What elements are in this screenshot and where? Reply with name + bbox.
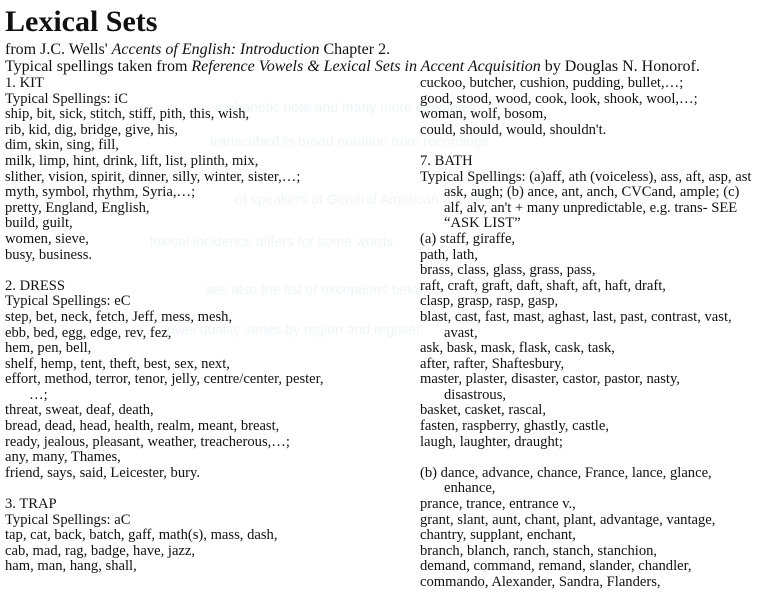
text-line: bread, dead, head, health, realm, meant, breast, — [5, 418, 280, 435]
text-line: woman, wolf, bosom, — [420, 106, 547, 123]
spacer — [5, 263, 405, 279]
text-line: myth, symbol, rhythm, Syria,…; — [5, 184, 196, 201]
text-line: basket, casket, rascal, — [420, 402, 547, 419]
text-line: brass, class, glass, grass, pass, — [420, 262, 596, 279]
text-line: rib, kid, dig, bridge, give, his, — [5, 121, 179, 138]
text-line: tap, cat, back, batch, gaff, math(s), mass, dash, — [5, 527, 278, 544]
text-line: pretty, England, English, — [5, 199, 150, 216]
text-line: demand, command, remand, slander, chandler, — [420, 558, 692, 575]
text-line: slither, vision, spirit, dinner, silly, winter, sister,…; — [5, 168, 301, 185]
text-line: build, guilt, — [5, 215, 73, 232]
text-line: Typical Spellings: aC — [5, 511, 131, 528]
text-line: “ASK LIST” — [444, 215, 521, 232]
bleed-through-text: transcribed in broad notation from recordings — [210, 133, 489, 149]
text-line: Typical Spellings: eC — [5, 293, 131, 310]
text-line: ham, man, hang, shall, — [5, 558, 137, 575]
text-line: branch, blanch, ranch, stanch, stanchion, — [420, 542, 658, 559]
spellings-suffix: by Douglas N. Honorof. — [540, 58, 700, 75]
text-line: ask, bask, mask, flask, cask, task, — [420, 340, 615, 357]
text-line: busy, business. — [5, 246, 93, 263]
spellings-book-title: Reference Vowels & Lexical Sets in Accent Acquisition — [191, 58, 541, 75]
source-prefix: from J.C. Wells' — [5, 41, 112, 58]
text-line: hem, pen, bell, — [5, 340, 92, 357]
text-line: ready, jealous, pleasant, weather, treacherous,…; — [5, 433, 290, 450]
text-line: women, sieve, — [5, 230, 89, 247]
spacer — [420, 450, 768, 466]
text-line: disastrous, — [444, 386, 507, 403]
text-line: ask, augh; (b) ance, ant, anch, CVCand, ample; (c) — [444, 184, 740, 201]
text-line: cab, mad, rag, badge, have, jazz, — [5, 542, 196, 559]
text-line: chantry, supplant, enchant, — [420, 527, 576, 544]
text-line: 3. TRAP — [5, 496, 57, 513]
text-line: 7. BATH — [420, 152, 473, 169]
text-line: Typical Spellings: (a)aff, ath (voiceless), ass, aft, asp, ast — [420, 168, 752, 185]
text-line: commando, Alexander, Sandra, Flanders, — [420, 574, 661, 590]
text-line: prance, trance, entrance v., — [420, 496, 576, 513]
text-line: ship, bit, sick, stitch, stiff, pith, this, wish, — [5, 106, 250, 123]
text-line: enhance, — [444, 480, 496, 497]
text-line: milk, limp, hint, drink, lift, list, plinth, mix, — [5, 152, 259, 169]
bleed-through-text: a phonetic note and many more examples — [215, 99, 476, 115]
text-line: threat, sweat, deaf, death, — [5, 402, 154, 419]
text-line: avast, — [444, 324, 478, 341]
text-line: could, should, would, shouldn't. — [420, 121, 607, 138]
text-line: alf, alv, an't + many unpredictable, e.g. trans- SEE — [444, 199, 738, 216]
text-line: …; — [29, 386, 48, 403]
spacer — [420, 138, 768, 154]
text-line: good, stood, wood, cook, look, shook, wool,…; — [420, 90, 698, 107]
spacer — [5, 481, 405, 497]
text-line: any, many, Thames, — [5, 449, 121, 466]
text-line: effort, method, terror, tenor, jelly, centre/center, pester, — [5, 371, 324, 388]
bleed-through-text: of speakers of General American and RP — [235, 191, 490, 207]
bleed-through-text: vowel quality varies by region and register — [160, 321, 421, 337]
text-line: clasp, grasp, rasp, gasp, — [420, 293, 559, 310]
source-suffix: Chapter 2. — [319, 41, 391, 58]
right-column — [420, 76, 768, 591]
text-line: after, rafter, Shaftesbury, — [420, 355, 565, 372]
text-line: cuckoo, butcher, cushion, pudding, bullet,…; — [420, 75, 684, 91]
text-line: step, bet, neck, fetch, Jeff, mess, mesh, — [5, 308, 233, 325]
text-line: (b) dance, advance, chance, France, lance, glance, — [420, 464, 712, 481]
page-title: Lexical Sets — [5, 5, 158, 38]
text-line: friend, says, said, Leicester, bury. — [5, 464, 201, 481]
text-line: fasten, raspberry, ghastly, castle, — [420, 418, 609, 435]
text-line: (a) staff, giraffe, — [420, 230, 516, 247]
text-line: master, plaster, disaster, castor, pastor, nasty, — [420, 371, 680, 388]
bleed-through-text: lexical incidence differs for some words — [150, 233, 394, 249]
text-line: laugh, laughter, draught; — [420, 433, 563, 450]
text-line: Typical Spellings: iC — [5, 90, 129, 107]
text-line: 1. KIT — [5, 75, 44, 91]
text-line: blast, cast, fast, mast, aghast, last, past, contrast, vast, — [420, 308, 732, 325]
spellings-prefix: Typical spellings taken from — [5, 58, 192, 75]
text-line: raft, craft, graft, daft, shaft, aft, haft, draft, — [420, 277, 666, 294]
bleed-through-text: see also the list of exceptions below — [205, 281, 429, 297]
text-line: shelf, hemp, tent, theft, best, sex, next, — [5, 355, 230, 372]
text-line: path, lath, — [420, 246, 478, 263]
text-line: grant, slant, aunt, chant, plant, advantage, vantage, — [420, 511, 716, 528]
left-column — [5, 76, 405, 575]
text-line: 2. DRESS — [5, 277, 66, 294]
source-citation — [5, 42, 390, 58]
text-line: dim, skin, sing, fill, — [5, 137, 119, 154]
source-book-title: Accents of English: Introduction — [111, 41, 320, 58]
text-line: ebb, bed, egg, edge, rev, fez, — [5, 324, 172, 341]
spellings-citation — [5, 59, 700, 75]
